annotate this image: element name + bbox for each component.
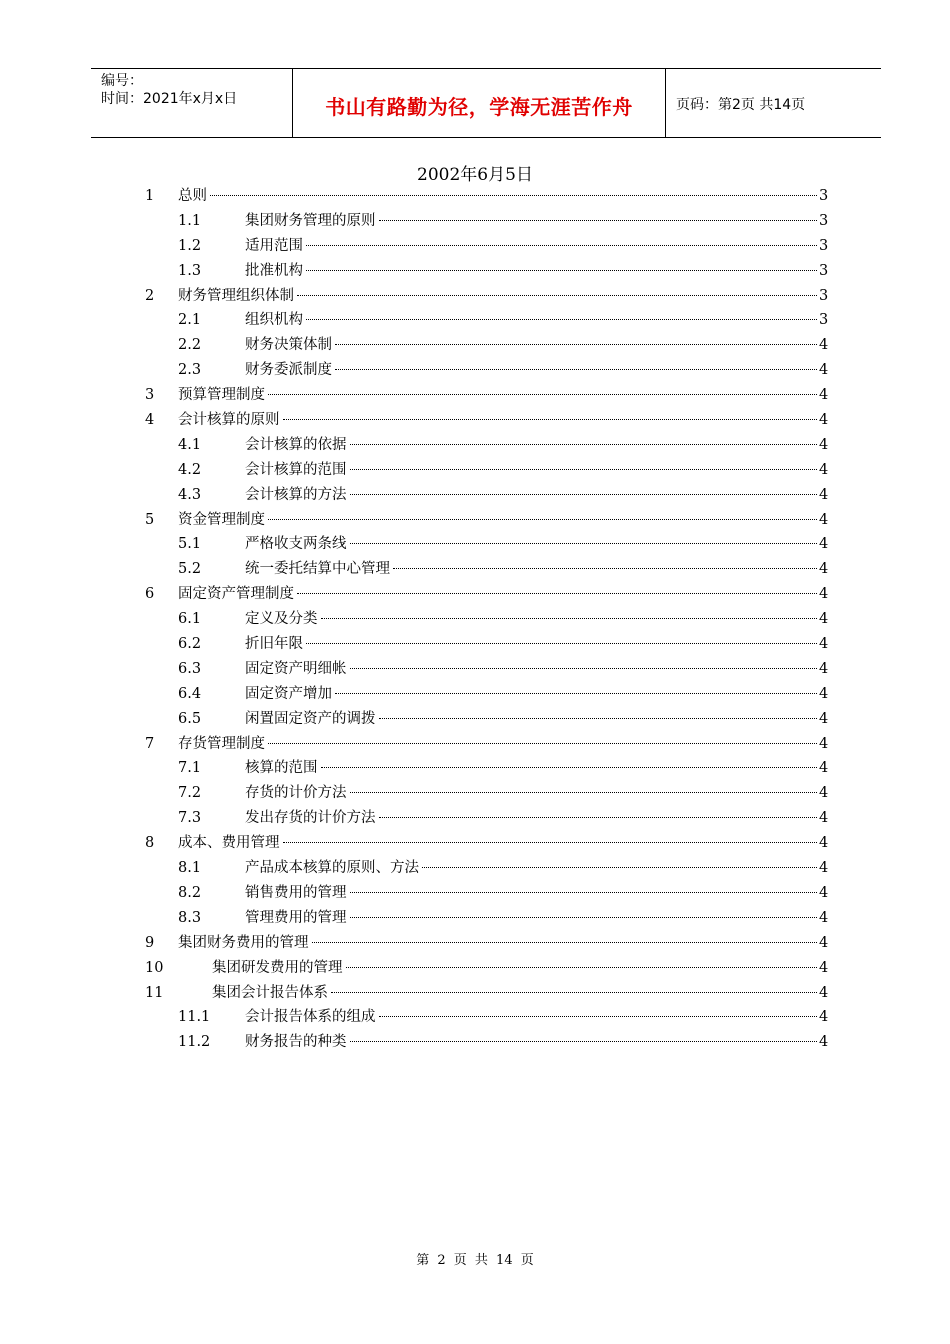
- toc-entry-row: [245, 532, 828, 557]
- dot-leader: [283, 419, 818, 420]
- toc-entry-row: [178, 582, 828, 607]
- dot-leader: [346, 967, 818, 968]
- dot-leader: [306, 270, 817, 271]
- dot-leader: [306, 245, 817, 246]
- toc-entry[interactable]: [145, 184, 828, 209]
- toc-entry-number: 4: [145, 412, 155, 429]
- dot-leader: [379, 1016, 818, 1017]
- toc-entry-number: 5.1: [178, 536, 202, 553]
- toc-entry-number: 11: [145, 984, 164, 1001]
- toc-entry-row: [212, 956, 828, 981]
- toc-entry-row: [245, 632, 828, 657]
- toc-entry[interactable]: [145, 259, 828, 284]
- dot-leader: [379, 718, 818, 719]
- toc-entry-page: 3: [819, 237, 829, 254]
- toc-entry[interactable]: [145, 557, 828, 582]
- toc-entry-title: 组织机构: [245, 312, 303, 329]
- toc-entry-page: 4: [819, 362, 829, 379]
- toc-entry-title: 固定资产明细帐: [245, 660, 347, 677]
- toc-entry[interactable]: [145, 657, 828, 682]
- toc-entry-title: 资金管理制度: [178, 511, 265, 528]
- toc-entry-number: 11.2: [178, 1034, 211, 1051]
- toc-entry[interactable]: [145, 981, 828, 1006]
- toc-entry-title: 适用范围: [245, 237, 303, 254]
- toc-entry-row: [245, 483, 828, 508]
- toc-entry-title: 闲置固定资产的调拨: [245, 710, 376, 727]
- toc-entry-number: 4.1: [178, 436, 202, 453]
- toc-entry-page: 4: [819, 934, 829, 951]
- toc-entry-row: [245, 209, 828, 234]
- dot-leader: [379, 220, 818, 221]
- number-label: 编号：: [101, 73, 143, 89]
- toc-entry-number: 5.2: [178, 561, 202, 578]
- toc-entry[interactable]: [145, 781, 828, 806]
- toc-entry-title: 折旧年限: [245, 636, 303, 653]
- toc-entry-number: 9: [145, 934, 155, 951]
- toc-entry-page: 4: [819, 1034, 829, 1051]
- dot-leader: [350, 917, 818, 918]
- toc-entry-number: 7: [145, 735, 155, 752]
- toc-entry-page: 4: [819, 710, 829, 727]
- toc-entry-row: [178, 383, 828, 408]
- toc-entry-page: 4: [819, 461, 829, 478]
- toc-entry-number: 6.5: [178, 710, 202, 727]
- dot-leader: [335, 369, 817, 370]
- toc-entry-title: 严格收支两条线: [245, 536, 347, 553]
- toc-entry[interactable]: [145, 806, 828, 831]
- toc-entry[interactable]: [145, 732, 828, 757]
- toc-entry-title: 存货的计价方法: [245, 785, 347, 802]
- toc-entry-page: 4: [819, 909, 829, 926]
- toc-entry-number: 1: [145, 188, 155, 204]
- toc-entry-number: 7.2: [178, 785, 202, 802]
- dot-leader: [350, 892, 818, 893]
- toc-entry-row: [178, 508, 828, 533]
- toc-entry[interactable]: [145, 682, 828, 707]
- dot-leader: [306, 319, 817, 320]
- toc-entry[interactable]: [145, 607, 828, 632]
- toc-entry-page: 4: [819, 486, 829, 503]
- toc-entry-row: [245, 458, 828, 483]
- toc-entry-row: [245, 259, 828, 284]
- dot-leader: [335, 344, 817, 345]
- toc-entry[interactable]: [145, 458, 828, 483]
- toc-entry-page: 4: [819, 984, 829, 1001]
- toc-entry-title: 财务管理组织体制: [178, 287, 294, 304]
- toc-entry-page: 4: [819, 387, 829, 404]
- toc-entry-title: 预算管理制度: [178, 387, 265, 404]
- toc-entry[interactable]: [145, 408, 828, 433]
- toc-entry[interactable]: [145, 1030, 828, 1055]
- toc-entry-title: 会计核算的方法: [245, 486, 347, 503]
- header-page-cell: [666, 69, 881, 137]
- toc-entry-number: 7.1: [178, 760, 202, 777]
- toc-entry-page: 4: [819, 884, 829, 901]
- toc-entry-page: 4: [819, 959, 829, 976]
- toc-entry-number: 4.2: [178, 461, 202, 478]
- toc-entry-page: 4: [819, 636, 829, 653]
- dot-leader: [297, 295, 817, 296]
- toc-entry-number: 1.3: [178, 262, 202, 279]
- toc-entry-number: 1.1: [178, 212, 202, 229]
- dot-leader: [321, 767, 818, 768]
- dot-leader: [268, 519, 817, 520]
- toc-entry-number: 2.1: [178, 312, 202, 329]
- toc-entry[interactable]: [145, 632, 828, 657]
- toc-entry-number: 10: [145, 959, 164, 976]
- toc-entry-row: [245, 856, 828, 881]
- toc-entry-page: 4: [819, 860, 829, 877]
- toc-entry-number: 6.2: [178, 636, 202, 653]
- dot-leader: [297, 593, 817, 594]
- toc-entry-row: [245, 682, 828, 707]
- toc-entry-page: 3: [819, 262, 829, 279]
- dot-leader: [350, 668, 818, 669]
- toc-entry-page: 3: [819, 212, 829, 229]
- toc-entry[interactable]: [145, 582, 828, 607]
- toc-entry[interactable]: [145, 532, 828, 557]
- toc-entry[interactable]: [145, 881, 828, 906]
- dot-leader: [350, 792, 818, 793]
- page-footer: 第 2 页 共 14 页: [416, 1253, 534, 1268]
- toc-entry-row: [245, 657, 828, 682]
- dot-leader: [350, 543, 818, 544]
- dot-leader: [350, 494, 818, 495]
- toc-entry-number: 6.1: [178, 611, 202, 628]
- toc-entry-title: 财务报告的种类: [245, 1034, 347, 1051]
- dot-leader: [422, 867, 817, 868]
- toc-entry-page: 4: [819, 561, 829, 578]
- dot-leader: [350, 469, 818, 470]
- toc-entry-row: [178, 284, 828, 309]
- dot-leader: [312, 942, 818, 943]
- toc-entry-row: [245, 1030, 828, 1055]
- toc-entry[interactable]: [145, 756, 828, 781]
- header-motto-cell: [293, 69, 666, 137]
- page-header: [91, 68, 881, 138]
- toc-entry-page: 3: [819, 312, 829, 329]
- toc-entry-title: 财务委派制度: [245, 362, 332, 379]
- toc-entry-row: [245, 433, 828, 458]
- toc-entry-row: [245, 333, 828, 358]
- toc-entry-row: [245, 806, 828, 831]
- dot-leader: [331, 992, 817, 993]
- toc-entry[interactable]: [145, 333, 828, 358]
- toc-entry[interactable]: [145, 956, 828, 981]
- toc-entry-title: 财务决策体制: [245, 337, 332, 354]
- toc-entry[interactable]: [145, 358, 828, 383]
- toc-entry[interactable]: [145, 308, 828, 333]
- toc-entry-title: 集团研发费用的管理: [212, 959, 343, 976]
- toc-entry-page: 4: [819, 337, 829, 354]
- toc-entry-title: 会计核算的范围: [245, 461, 347, 478]
- toc-entry-row: [178, 931, 828, 956]
- toc-entry-title: 总则: [178, 188, 207, 204]
- toc-entry-row: [245, 308, 828, 333]
- toc-entry[interactable]: [145, 831, 828, 856]
- toc-entry-row: [245, 234, 828, 259]
- toc-entry-title: 产品成本核算的原则、方法: [245, 860, 419, 877]
- toc-entry-page: 4: [819, 785, 829, 802]
- toc-entry-page: 4: [819, 660, 829, 677]
- dot-leader: [379, 817, 818, 818]
- toc-entry-row: [212, 981, 828, 1006]
- toc-entry[interactable]: [145, 433, 828, 458]
- toc-entry-row: [178, 408, 828, 433]
- toc-entry-title: 存货管理制度: [178, 735, 265, 752]
- toc-entry-row: [245, 557, 828, 582]
- dot-leader: [321, 618, 818, 619]
- document-date: 2002年6月5日: [417, 165, 533, 185]
- toc-entry[interactable]: [145, 856, 828, 881]
- dot-leader: [350, 444, 818, 445]
- dot-leader: [210, 195, 817, 196]
- toc-entry-page: 4: [819, 511, 829, 528]
- toc-entry[interactable]: [145, 483, 828, 508]
- toc-entry-page: 4: [819, 611, 829, 628]
- toc-entry-row: [178, 184, 828, 209]
- toc-entry-page: 4: [819, 835, 829, 852]
- toc-entry[interactable]: [145, 508, 828, 533]
- toc-entry-title: 管理费用的管理: [245, 909, 347, 926]
- dot-leader: [393, 568, 817, 569]
- toc-entry-title: 集团财务管理的原则: [245, 212, 376, 229]
- dot-leader: [283, 842, 818, 843]
- toc-entry-row: [245, 756, 828, 781]
- toc-entry[interactable]: [145, 383, 828, 408]
- motto-text: 书山有路勤为径，学海无涯苦作舟: [325, 95, 633, 119]
- page-info: 页码：第2页 共14页: [676, 97, 806, 113]
- toc-entry-title: 成本、费用管理: [178, 835, 280, 852]
- toc-entry-title: 批准机构: [245, 262, 303, 279]
- toc-entry-number: 2: [145, 287, 155, 304]
- toc-entry-number: 8.3: [178, 909, 202, 926]
- toc-entry-title: 固定资产管理制度: [178, 586, 294, 603]
- toc-entry-number: 4.3: [178, 486, 202, 503]
- header-meta-cell: [91, 69, 293, 137]
- toc-entry-row: [245, 358, 828, 383]
- toc-entry-number: 8.1: [178, 860, 202, 877]
- toc-entry-number: 8.2: [178, 884, 202, 901]
- dot-leader: [268, 394, 817, 395]
- toc-entry[interactable]: [145, 931, 828, 956]
- toc-entry[interactable]: [145, 906, 828, 931]
- toc-entry-number: 2.3: [178, 362, 202, 379]
- toc-entry-title: 会计报告体系的组成: [245, 1009, 376, 1026]
- toc-entry-row: [178, 831, 828, 856]
- toc-entry-number: 5: [145, 511, 155, 528]
- table-of-contents: [145, 184, 828, 1055]
- dot-leader: [350, 1041, 818, 1042]
- toc-entry-number: 11.1: [178, 1009, 211, 1026]
- toc-entry-row: [245, 707, 828, 732]
- toc-entry-number: 7.3: [178, 810, 202, 827]
- toc-entry[interactable]: [145, 284, 828, 309]
- toc-entry-page: 3: [819, 188, 829, 204]
- toc-entry[interactable]: [145, 234, 828, 259]
- toc-entry-page: 4: [819, 810, 829, 827]
- toc-entry-number: 6.4: [178, 685, 202, 702]
- toc-entry-page: 4: [819, 586, 829, 603]
- toc-entry-title: 会计核算的原则: [178, 412, 280, 429]
- toc-entry-page: 4: [819, 1009, 829, 1026]
- toc-entry-page: 4: [819, 685, 829, 702]
- toc-entry-page: 4: [819, 436, 829, 453]
- dot-leader: [335, 693, 817, 694]
- toc-entry-page: 4: [819, 760, 829, 777]
- toc-entry-title: 会计核算的依据: [245, 436, 347, 453]
- toc-entry-title: 销售费用的管理: [245, 884, 347, 901]
- toc-entry[interactable]: [145, 707, 828, 732]
- toc-entry-page: 4: [819, 536, 829, 553]
- dot-leader: [306, 643, 817, 644]
- time-label: 时间：2021年x月x日: [101, 91, 238, 107]
- toc-entry-title: 核算的范围: [245, 760, 318, 777]
- toc-entry-row: [245, 906, 828, 931]
- toc-entry-row: [245, 881, 828, 906]
- toc-entry-row: [245, 781, 828, 806]
- toc-entry-row: [245, 607, 828, 632]
- toc-entry-title: 发出存货的计价方法: [245, 810, 376, 827]
- toc-entry-title: 统一委托结算中心管理: [245, 561, 390, 578]
- toc-entry-row: [178, 732, 828, 757]
- toc-entry-page: 4: [819, 412, 829, 429]
- toc-entry-number: 1.2: [178, 237, 202, 254]
- toc-entry[interactable]: [145, 1005, 828, 1030]
- toc-entry-title: 集团会计报告体系: [212, 984, 328, 1001]
- toc-entry-title: 集团财务费用的管理: [178, 934, 309, 951]
- toc-entry-number: 2.2: [178, 337, 202, 354]
- toc-entry-number: 6: [145, 586, 155, 603]
- toc-entry[interactable]: [145, 209, 828, 234]
- toc-entry-title: 固定资产增加: [245, 685, 332, 702]
- toc-entry-page: 3: [819, 287, 829, 304]
- toc-entry-page: 4: [819, 735, 829, 752]
- toc-entry-number: 6.3: [178, 660, 202, 677]
- toc-entry-number: 3: [145, 387, 155, 404]
- toc-entry-title: 定义及分类: [245, 611, 318, 628]
- toc-entry-number: 8: [145, 835, 155, 852]
- toc-entry-row: [245, 1005, 828, 1030]
- dot-leader: [268, 743, 817, 744]
